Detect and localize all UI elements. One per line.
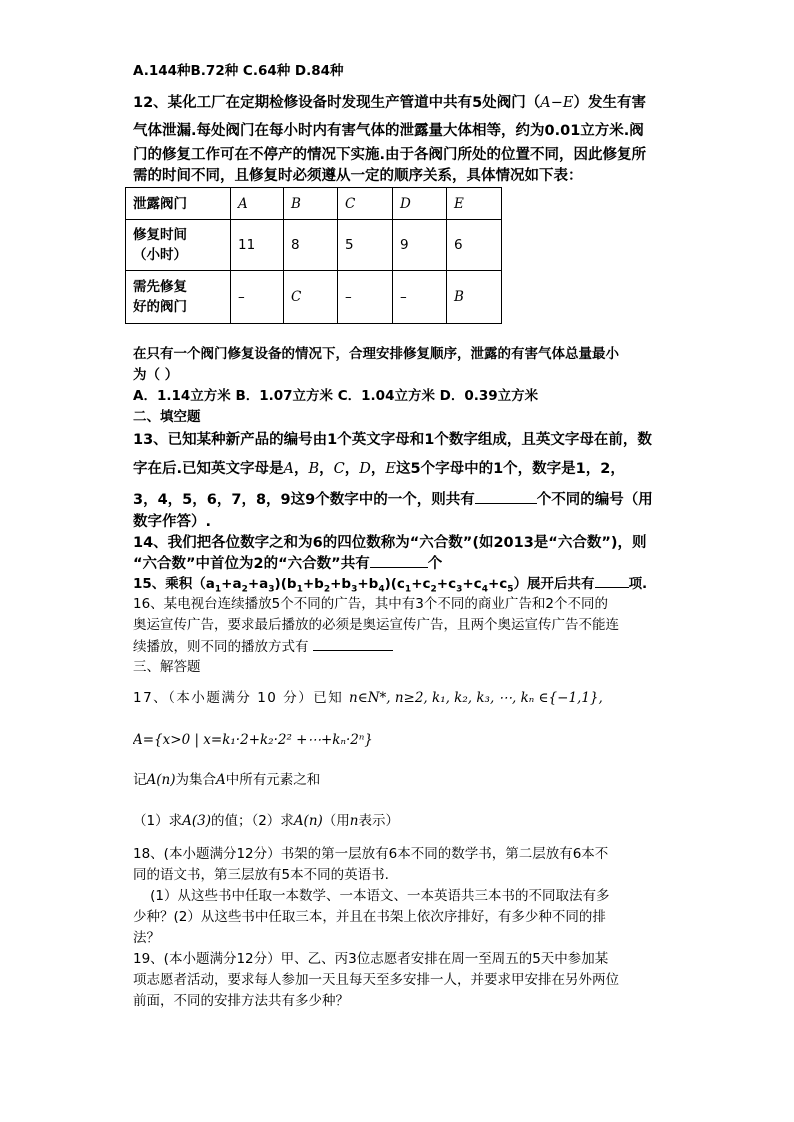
q19-line-1: 19、(本小题满分12分）甲、乙、丙3位志愿者安排在周一至周五的5天中参加某	[133, 951, 609, 967]
row-label-line: 需先修复	[133, 279, 187, 295]
table-header-cell: E	[447, 188, 502, 220]
q13-line-1: 13、已知某种新产品的编号由1个英文字母和1个数字组成，且英文字母在前，数	[133, 432, 652, 448]
math-A3: A(3)	[182, 813, 211, 829]
q17-set-definition: A={x>0 | x=k₁·2+k₂·2² +⋯+kₙ·2ⁿ}	[133, 732, 373, 748]
q16-line-1: 16、某电视台连续播放5个不同的广告，其中有3个不同的商业广告和2个不同的	[133, 596, 608, 612]
answer-blank	[313, 636, 393, 651]
table-header-cell: 泄露阀门	[126, 188, 231, 220]
letter: A	[283, 461, 294, 477]
table-cell: –	[393, 271, 447, 324]
subscript: 2	[430, 584, 437, 595]
q12-options: A．1.14立方米 B．1.07立方米 C．1.04立方米 D．0.39立方米	[133, 388, 539, 404]
text: （用	[322, 813, 350, 829]
q13-line2-text-b: 这5个字母中的1个，数字是1，2，	[396, 461, 625, 477]
table-row	[126, 220, 502, 271]
table-header-cell: B	[284, 188, 338, 220]
q12-line-4: 需的时间不同，且修复时必须遵从一定的顺序关系，具体情况如下表：	[133, 168, 583, 184]
q12-line1-text-a: 12、某化工厂在定期检修设备时发现生产管道中共有5处阀门（	[133, 95, 541, 111]
q13-line-2	[133, 459, 663, 479]
table-cell: –	[231, 271, 284, 324]
text: 中所有元素之和	[225, 772, 321, 788]
subscript: 5	[507, 584, 514, 595]
table-row	[126, 188, 502, 220]
q19-line-2: 项志愿者活动，要求每人参加一天且每天至多安排一人，并要求甲安排在另外两位	[133, 972, 619, 988]
separator: ，	[344, 461, 360, 477]
q15-line: 15、乘积$(a_1+a_2+a_3)(b_1+b_2+b_3+b_4)(c_1+c_2+c_3+c_4+c_5)$展开后共有 项.	[133, 573, 663, 600]
valve-repair-table	[125, 187, 502, 324]
q13-line3-text-a: 3，4，5，6，7，8，9这9个数字中的一个，则共有	[133, 492, 475, 508]
section-solve: 三、解答题	[133, 659, 201, 675]
q12-after-2: 为（ ）	[133, 367, 179, 383]
section-fill-in: 二、填空题	[133, 409, 201, 425]
q17-condition: n∈N*, n≥2, k₁, k₂, k₃, ⋯, kₙ ∈{−1,1},	[349, 690, 603, 706]
q12-valve-range: A−E	[540, 95, 574, 111]
q12-line-3: 门的修复工作可在不停产的情况下实施.由于各阀门所处的位置不同，因此修复所	[133, 147, 647, 163]
subscript: 2	[241, 584, 248, 595]
q17-line-2	[133, 770, 663, 790]
math-An: A(n)	[146, 772, 176, 788]
math-n: n	[349, 813, 359, 829]
table-cell: –	[338, 271, 393, 324]
subscript: 3	[456, 584, 463, 595]
q13-line3-text-b: 个不同的编号（用	[536, 492, 653, 508]
text: 表示）	[358, 813, 399, 829]
table-cell: 8	[284, 220, 338, 271]
q18-line-5: 法？	[133, 930, 160, 946]
table-cell: 9	[393, 220, 447, 271]
text: （1）求	[133, 813, 183, 829]
q13-line2-text-a: 字在后.已知英文字母是	[133, 461, 284, 477]
q14-line2-text-a: “六合数”中首位为2的“六合数”共有	[133, 556, 370, 572]
answer-blank	[595, 573, 629, 588]
table-row-label	[126, 220, 231, 271]
text: 的值；（2）求	[210, 813, 294, 829]
subscript: 4	[378, 584, 385, 595]
q17-head: 17、（本小题满分 10 分）已知	[133, 690, 344, 706]
letter: E	[385, 461, 396, 477]
row-label-line: 修复时间	[133, 227, 187, 243]
q12-line-2: 气体泄漏.每处阀门在每小时内有害气体的泄露量大体相等，约为0.01立方米.阀	[133, 123, 644, 139]
separator: ，	[319, 461, 334, 477]
q18-line-3: (1）从这些书中任取一本数学、一本语文、一本英语共三本书的不同取法有多	[133, 888, 610, 904]
table-cell: B	[447, 271, 502, 324]
q16-line-2: 奥运宣传广告，要求最后播放的必须是奥运宣传广告，且两个奥运宣传广告不能连	[133, 617, 619, 633]
separator: ，	[294, 461, 309, 477]
answer-blank	[475, 489, 537, 504]
q15-text-b: ）展开后共有	[513, 576, 595, 592]
table-row	[126, 271, 502, 324]
q17-line-1	[133, 688, 663, 708]
letter: D	[359, 461, 371, 477]
letter: B	[308, 461, 320, 477]
table-header-cell: D	[393, 188, 447, 220]
letter: C	[333, 461, 345, 477]
q11-options: A.144种B.72种 C.64种 D.84种	[133, 63, 344, 79]
math-A: A	[215, 772, 226, 788]
subscript: 2	[323, 584, 331, 595]
q19-line-3: 前面，不同的安排方法共有多少种？	[133, 993, 349, 1009]
subscript: 3	[351, 584, 358, 595]
q12-line1-text-b: ）发生有害	[573, 95, 646, 111]
table-cell: C	[284, 271, 338, 324]
table-cell: 6	[447, 220, 502, 271]
q16-line3-text: 续播放，则不同的播放方式有	[133, 639, 309, 655]
row-label-line: 好的阀门	[133, 299, 187, 315]
q17-line-3	[133, 811, 663, 831]
subscript: 1	[214, 584, 222, 595]
subscript: 4	[481, 584, 488, 595]
q18-line-4: 少种？(2）从这些书中任取三本，并且在书架上依次序排好，有多少种不同的排	[133, 909, 606, 925]
math-An: A(n)	[293, 813, 323, 829]
text: 为集合	[175, 772, 216, 788]
q12-after-1: 在只有一个阀门修复设备的情况下，合理安排修复顺序，泄露的有害气体总量最小	[133, 346, 619, 362]
q13-line-3	[133, 489, 663, 510]
subscript: 3	[268, 584, 275, 595]
subscript: 1	[296, 584, 303, 595]
q13-line-4: 数字作答）.	[133, 514, 212, 530]
table-header-cell: C	[338, 188, 393, 220]
q15-text-c: 项.	[628, 576, 648, 592]
q17-set-line	[133, 730, 663, 750]
q14-line-1: 14、我们把各位数字之和为6的四位数称为“六合数”(如2013是“六合数”)，则	[133, 535, 647, 551]
separator: ，	[370, 461, 386, 477]
q12-line-1	[133, 93, 663, 113]
table-cell: 11	[231, 220, 284, 271]
answer-blank	[370, 553, 428, 568]
subscript: 1	[404, 584, 412, 595]
table-row-label	[126, 271, 231, 324]
q14-line2-text-b: 个	[427, 556, 443, 572]
text: 记	[133, 772, 147, 788]
q18-line-1: 18、(本小题满分12分）书架的第一层放有6本不同的数学书，第二层放有6本不	[133, 846, 609, 862]
q15-text-a: 15、乘积（a	[133, 576, 215, 592]
q16-line-3	[133, 636, 663, 657]
table-cell: 5	[338, 220, 393, 271]
q14-line-2	[133, 553, 663, 574]
q18-line-2: 同的语文书，第三层放有5本不同的英语书.	[133, 867, 389, 883]
row-label-line: （小时）	[133, 247, 187, 263]
table-header-cell: A	[231, 188, 284, 220]
